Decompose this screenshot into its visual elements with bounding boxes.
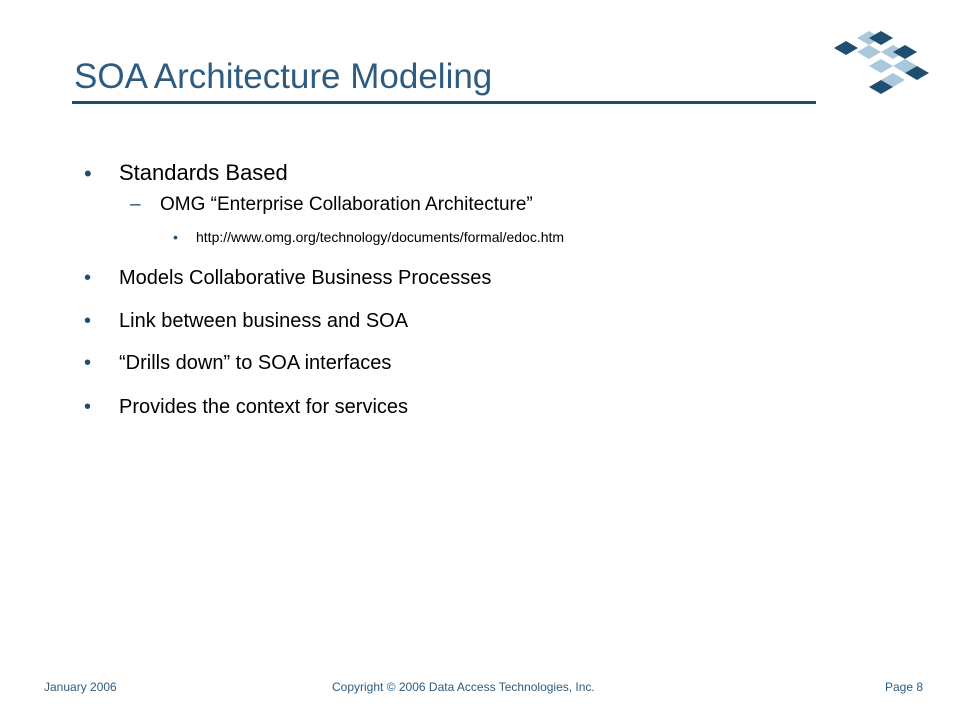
sub-bullet-item: OMG “Enterprise Collaboration Architecture” (160, 194, 533, 215)
sub-bullet-marker: – (130, 194, 141, 215)
bullet-marker: • (84, 352, 92, 374)
bullet-marker: • (84, 267, 92, 289)
company-logo-icon (830, 26, 934, 98)
slide-title: SOA Architecture Modeling (74, 57, 493, 96)
url-link[interactable]: http://www.omg.org/technology/documents/formal/edoc.htm (196, 229, 565, 245)
bullet-item: Standards Based (119, 160, 288, 185)
bullet-marker: • (84, 161, 92, 186)
bullet-item: Provides the context for services (119, 396, 409, 418)
bullet-marker: • (84, 310, 92, 332)
footer-date: January 2006 (44, 680, 117, 694)
bullet-item: Link between business and SOA (119, 310, 409, 332)
sub-sub-bullet-marker: • (173, 229, 178, 245)
title-underline (72, 101, 816, 104)
bullet-item: “Drills down” to SOA interfaces (119, 352, 392, 374)
footer-page-number: Page 8 (885, 680, 924, 694)
bullet-item: Models Collaborative Business Processes (119, 267, 492, 289)
bullet-marker: • (84, 396, 92, 418)
footer-copyright: Copyright © 2006 Data Access Technologies, Inc. (332, 680, 595, 694)
